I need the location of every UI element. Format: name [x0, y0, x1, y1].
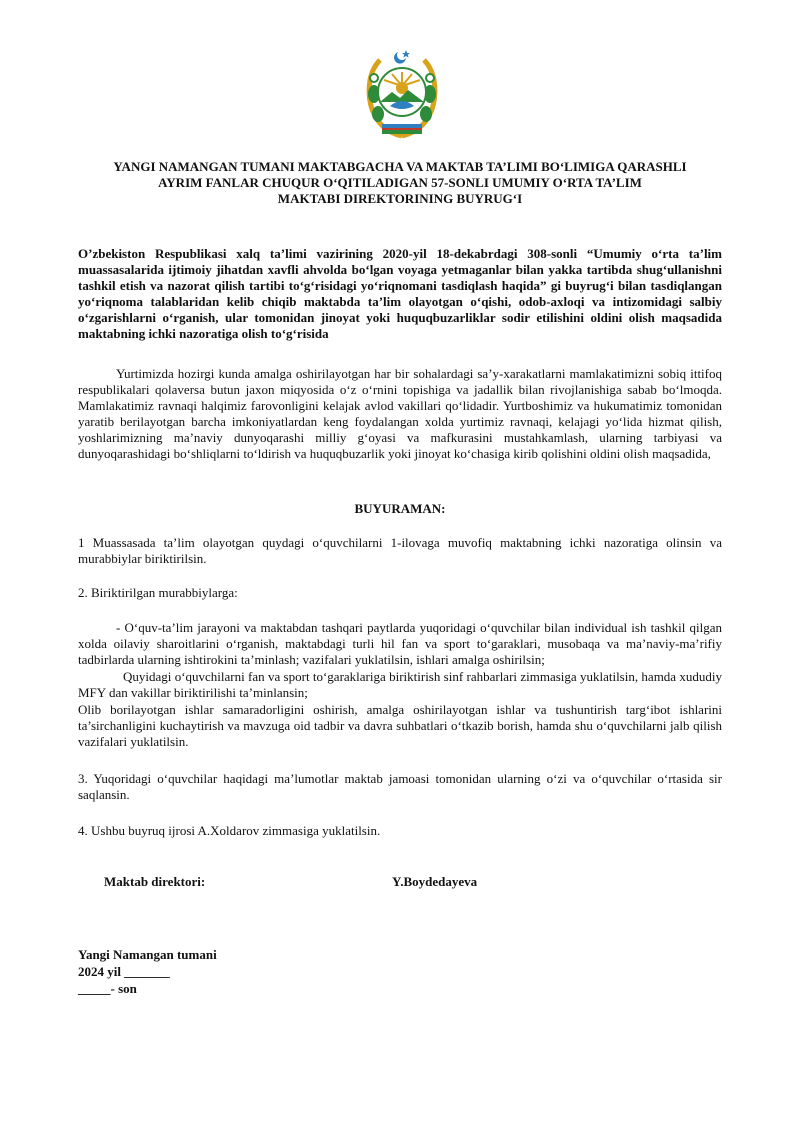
signature-name: Y.Boydedayeva — [392, 874, 478, 889]
item-2a: - O‘quv-ta’lim jarayoni va maktabdan tashqari paytlarda yuqoridagi o‘quvchilar bilan individual ish tashkil qilgan xolda oilaviy sharoitlarini o‘rganish, maktabdagi turli hil fan va sport to‘garaklari, musobaqa va ma’naviy-ma’rifiy tadbirlarda ularning ishtirokini ta’minlash; vazifalari yuklatilsin, ishlari amalga oshirilsin; — [78, 620, 722, 667]
order-footer — [78, 946, 217, 997]
state-emblem-icon — [362, 44, 442, 144]
header-line-3: MAKTABI DIREKTORINING BUYRUG‘I — [277, 191, 523, 206]
item-3: 3. Yuqoridagi o‘quvchilar haqidagi ma’lumotlar maktab jamoasi tomonidan ularning o‘zi va o‘quvchilar o‘rtasida sir saqlansin. — [78, 771, 722, 802]
item-4: 4. Ushbu buyruq ijrosi A.Xoldarov zimmasiga yuklatilsin. — [78, 823, 381, 838]
item-2: 2. Biriktirilgan murabbiylarga: — [78, 585, 238, 600]
header-line-1: YANGI NAMANGAN TUMANI MAKTABGACHA VA MAKTAB TA’LIMI BO‘LIMIGA QARASHLI — [113, 159, 687, 174]
header-line-2: AYRIM FANLAR CHUQUR O‘QITILADIGAN 57-SONLI UMUMIY O‘RTA TA’LIM — [158, 175, 642, 190]
item-2b: Quyidagi o‘quvchilarni fan va sport to‘garaklariga biriktirish sinf rahbarlari zimmasiga yuklatilsin, hamda xududiy MFY dan vakillar biriktirilishi ta’minlansin; — [78, 669, 722, 700]
signature-role: Maktab direktori: — [104, 874, 206, 889]
footer-number: _____- son — [78, 981, 137, 996]
intro-paragraph: Yurtimizda hozirgi kunda amalga oshirilayotgan har bir sohalardagi sa’y-xarakatlarni mamlakatimizni sobiq ittifoq respublikalari qolaversa butun jaxon miqyosida o‘z o‘rnini topishiga va jadallik bilan rivojlanishiga sabab bo‘lmoqda. Mamlakatimiz ravnaqi halqimiz farovonligini kelajak avlod vakillari qo‘lidadir. Yurtboshimiz va hukumatimiz tomonidan yaratib berilayotgan barcha imkoniyatlardan keng foydalangan xolda yurtimiz ravnaqi, kelajagi yo‘lida hizmat qilish, yoshlarimizning ma’naviy dunyoqarashi milliy g‘oyasi va mafkurasini mustahkamlash, ularning tarbiyasi va dunyoqarashidagi bo‘shliqlarni to‘ldirish va huquqbuzarlik yoki jinoyat ko‘chasiga kirib qolishini oldini olish maqsadida, — [78, 366, 722, 461]
footer-district: Yangi Namangan tumani — [78, 947, 217, 962]
item-1: 1 Muassasada ta’lim olayotgan quydagi o‘quvchilarni 1-ilovaga muvofiq maktabning ichki nazoratiga olinsin va murabbiylar biriktirilsin. — [78, 535, 722, 566]
order-title: BUYURAMAN: — [354, 501, 446, 516]
item-2c: Olib borilayotgan ishlar samaradorligini oshirish, amalga oshirilayotgan ishlar va tushuntirish targ‘ibot ishlarini ta’sirchanligini kuchaytirish va mavzuga oid tadbir va davra suhbatlari o‘tkazib borish, hamda shu o‘quvchilarni jalb qilish vazifalari yuklatilsin. — [78, 702, 722, 749]
order-header — [70, 159, 730, 207]
order-subject: O’zbekiston Respublikasi xalq ta’limi vazirining 2020-yil 18-dekabrdagi 308-sonli “Umumiy o‘rta ta’lim muassasalarida ijtimoiy jihatdan xavfli ahvolda bo‘lgan voyaga yetmaganlar bilan yakka tartibda shug‘ullanishni tashkil etish va nazorat qilish tartibi to‘g‘risidagi yo‘riqnomani tasdiqlash haqida” gi buyrug‘i bilan tasdiqlangan yo‘riqnoma talablaridan kelib chiqib maktabda ta’lim olayotgan o‘qishi, odob-axloqi va intizomidagi salbiy o‘zgarishlarni o‘rganish, ular tomonidan jinoyat yoki huquqbuzarliklar sodir etilishini oldini olish maqsadida maktabning ichki nazoratiga olish to‘g‘risida — [78, 246, 722, 341]
footer-year: 2024 yil _______ — [78, 964, 170, 979]
